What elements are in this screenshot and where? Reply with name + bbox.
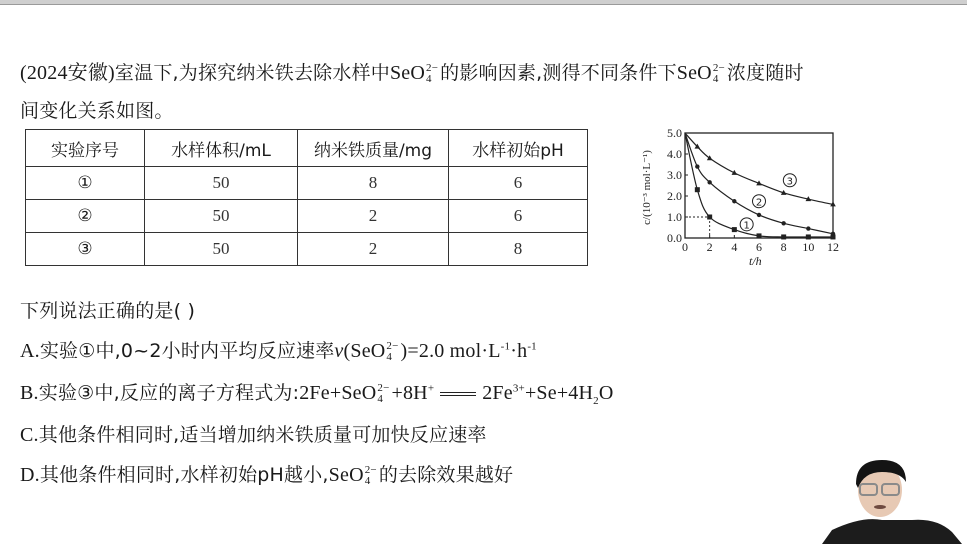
y-tick-label: 4.0 <box>667 147 682 161</box>
data-point-square <box>707 215 712 220</box>
selenate-ion: SeO 2− 4 <box>328 463 377 487</box>
header-initial-ph: 水样初始pH <box>449 130 588 167</box>
data-point-square <box>806 234 811 239</box>
presenter-webcam <box>822 450 967 544</box>
y-tick-label: 1.0 <box>667 210 682 224</box>
question-stem-line1: (2024安徽)室温下,为探究纳米铁去除水样中SeO 2− 4 的影响因素,测得不同条件下SeO 2− 4 浓度随时 <box>20 61 804 85</box>
data-point-square <box>732 227 737 232</box>
x-axis-label: t/h <box>749 254 762 268</box>
selenate-ion: SeO 2− 4 <box>389 61 439 85</box>
data-point-circle <box>831 232 835 236</box>
option-c[interactable]: C.其他条件相同时,适当增加纳米铁质量可加快反应速率 <box>20 424 487 446</box>
question-stem-line2: 间变化关系如图。 <box>20 100 174 122</box>
header-iron-mass: 纳米铁质量/mg <box>298 130 449 167</box>
concentration-time-chart <box>630 120 850 280</box>
x-tick-label: 10 <box>802 240 815 254</box>
option-d[interactable]: D.其他条件相同时,水样初始pH越小,SeO 2− 4 的去除效果越好 <box>20 463 514 487</box>
data-point-square <box>781 234 786 239</box>
data-point-square <box>757 233 762 238</box>
x-tick-label: 6 <box>756 240 762 254</box>
y-tick-label: 0.0 <box>667 231 682 245</box>
table-row: ② 50 2 6 <box>26 200 588 233</box>
experiment-table <box>25 129 588 266</box>
data-point-circle <box>757 213 761 217</box>
x-tick-label: 0 <box>682 240 688 254</box>
equals-sign-icon <box>440 392 476 396</box>
question-source: (2024安徽) <box>20 62 115 84</box>
series-label: 1 <box>743 220 750 232</box>
window-top-border <box>0 0 967 5</box>
data-point-circle <box>707 180 711 184</box>
header-exp-no: 实验序号 <box>26 130 145 167</box>
y-tick-label: 2.0 <box>667 189 682 203</box>
selenate-ion: SeO 2− 4 <box>676 61 725 85</box>
header-volume: 水样体积/mL <box>145 130 298 167</box>
table-row: ① 50 8 6 <box>26 167 588 200</box>
data-point-circle <box>781 221 785 225</box>
x-tick-label: 12 <box>827 240 839 254</box>
data-point-square <box>695 187 700 192</box>
question-prompt: 下列说法正确的是( ) <box>20 300 196 322</box>
option-a[interactable]: A.实验①中,0~2小时内平均反应速率v(SeO 2− 4 )=2.0 $mol\cdot L^{-1}\cdot h^{-1}$ <box>20 339 537 363</box>
series-line-3 <box>685 133 833 204</box>
series-label: 3 <box>786 176 794 188</box>
y-tick-label: 3.0 <box>667 168 682 182</box>
table-row: ③ 50 2 8 <box>26 233 588 266</box>
y-tick-label: 5.0 <box>667 126 682 140</box>
series-label: 2 <box>755 197 763 209</box>
selenate-ion: SeO 2− 4 <box>350 339 399 363</box>
data-point-circle <box>806 226 810 230</box>
table-header-row <box>26 130 588 167</box>
option-b[interactable]: B.实验③中,反应的离子方程式为:2Fe+SeO 2− 4 +8H+ $2Fe^{3+}+Se+4H_2O$ <box>20 381 614 407</box>
data-point-triangle <box>707 155 713 160</box>
selenate-ion: SeO 2− 4 <box>341 381 390 405</box>
y-axis-label: c/(10⁻³ mol·L⁻¹) <box>641 150 653 225</box>
x-tick-label: 8 <box>780 240 787 254</box>
data-point-circle <box>732 199 736 203</box>
x-tick-label: 4 <box>731 240 738 254</box>
plot-frame <box>685 133 833 238</box>
x-tick-label: 2 <box>706 240 713 254</box>
data-point-circle <box>695 164 699 168</box>
